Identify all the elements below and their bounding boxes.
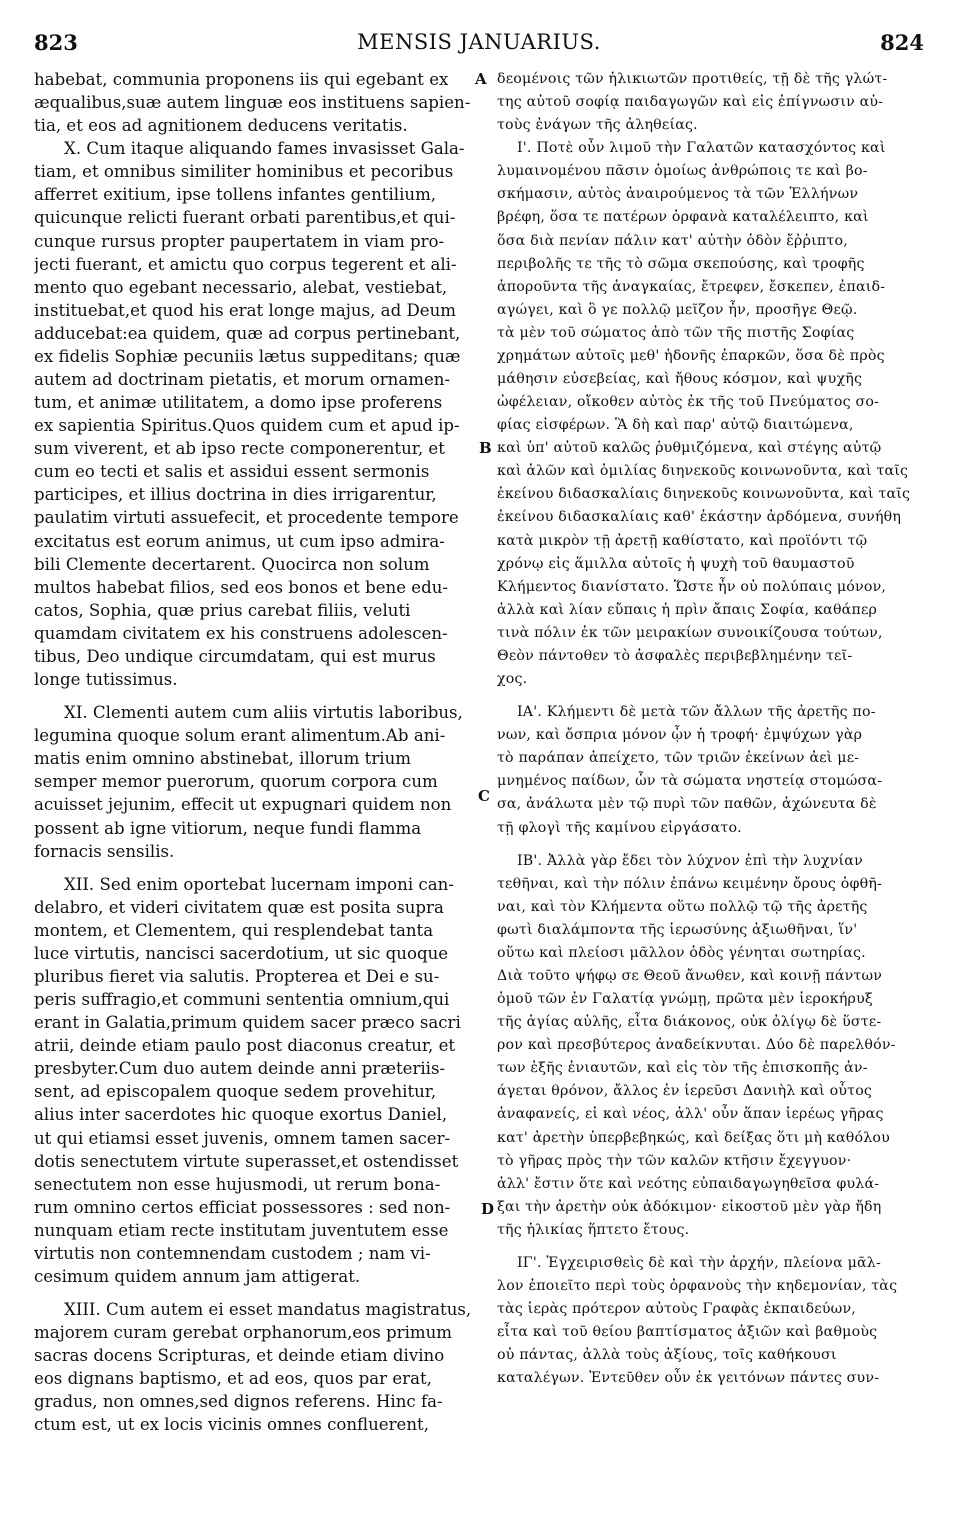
section-gap: [34, 863, 474, 873]
greek-section-sec13: [497, 1252, 925, 1390]
greek-text-line: χρημάτων αὐτοῖς μεθ' ἡδονῆς ἐπαρκῶν, ὅσα δὲ πρὸς: [497, 347, 885, 364]
greek-text-line: τῆς ἡλικίας ἥπτετο ἔτους.: [497, 1221, 690, 1238]
margin-letter-d: D: [481, 1200, 495, 1218]
running-title: MENSIS JANUARIUS.: [357, 30, 601, 54]
greek-text-line: της αὐτοῦ σοφίᾳ παιδαγωγῶν καὶ εἰς ἐπίγνωσιν αὐ-: [497, 94, 884, 111]
greek-text-line: αγώγει, καὶ ὃ γε πολλῷ μεῖζον ἦν, προσῆγε Θεῷ.: [497, 301, 858, 318]
latin-text-line: quicunque relicti fuerant orbati parentibus,et qui-: [34, 208, 456, 228]
greek-text-line: Ι'. Ποτὲ οὖν λιμοῦ τὴν Γαλατῶν κατασχόντος καὶ: [517, 140, 886, 157]
latin-text-line: montem, et Clementem, qui resplendebat tanta: [34, 920, 434, 940]
greek-text-line: ἀποροῦντα τῆς ἀναγκαίας, ἔτρεφεν, ἔσκεπεν, ἐπαιδ-: [497, 278, 886, 295]
latin-text-line: cum eo tecti et salis et assidui essent sermonis: [34, 462, 430, 482]
greek-text-line: τῆς ἁγίας αὐλῆς, εἶτα διάκονος, οὐκ ὀλίγῳ δὲ ὕστε-: [497, 1014, 882, 1031]
latin-text-line: habebat, communia proponens iis qui egebant ex: [34, 70, 449, 89]
running-header: [34, 30, 924, 62]
margin-letter-b: B: [479, 439, 492, 457]
latin-text-line: XII. Sed enim oportebat lucernam imponi can-: [64, 874, 454, 894]
latin-text-line: semper memor puerorum, quorum corpora cum: [34, 772, 438, 792]
left-page-number: 823: [34, 30, 78, 55]
greek-text-line: λον ἐποιεῖτο περὶ τοὺς ὀρφανοὺς τὴν κηδεμονίαν, τὰς: [497, 1277, 898, 1294]
latin-text-line: multos habebat filios, sed eos bonos et bene edu-: [34, 577, 449, 597]
greek-text-line: οὐ πάντας, ἀλλὰ τοὺς ἀξίους, τοῖς καθήκουσι: [497, 1347, 837, 1364]
greek-text-line: φωτὶ διαλάμποντα τῆς ἱερωσύνης ἀξιωθῆναι, ἵν': [497, 921, 858, 938]
greek-text-line: τεθῆναι, καὶ τὴν πόλιν ἐπάνω κειμένην ὄρους ὀφθῆ-: [497, 875, 883, 892]
greek-section-intro: [497, 68, 925, 137]
greek-text-line: μάθησιν εὐσεβείας, καὶ ἤθους κόσμον, καὶ ψυχῆς: [497, 371, 863, 388]
latin-text-line: paulatim virtuti assuefecit, et procedente tempore: [34, 508, 459, 528]
greek-text-line: κατὰ μικρὸν τῇ ἀρετῇ καθίστατο, καὶ προϊόντι τῷ: [497, 532, 868, 549]
margin-letter-a: A: [475, 70, 487, 88]
greek-text-line: φίας εἰσφέρων. Ἃ δὴ καὶ παρ' αὐτῷ διαιτώμενα,: [497, 417, 854, 434]
latin-text-line: pluribus fieret via salutis. Propterea et Dei e su-: [34, 966, 440, 986]
latin-text-line: ut qui etiamsi esset juvenis, omnem tamen sacer-: [34, 1128, 451, 1148]
latin-text-line: fornacis sensilis.: [34, 841, 175, 861]
greek-text-line: περιβολῆς τε τῆς τὸ σῶμα σκεπούσης, καὶ τροφῆς: [497, 255, 865, 272]
latin-section-sec12: [34, 873, 474, 1288]
latin-text-line: XI. Clementi autem cum aliis virtutis laboribus,: [64, 703, 463, 723]
greek-text-line: χρόνῳ εἰς ἅμιλλα αὐτοῖς ἡ ψυχὴ τοῦ θαυμαστοῦ: [497, 555, 855, 572]
latin-text-line: dotis senectutem virtute superasset,et ostendisset: [34, 1151, 459, 1171]
greek-text-line: ὅσα διὰ πενίαν πάλιν κατ' αὐτὴν ὁδὸν ἔῤῥιπτο,: [497, 232, 848, 249]
latin-text-line: mento quo egebant necessario, alebat, vestiebat,: [34, 277, 448, 297]
greek-text-line: ἐκείνου διδασκαλίαις διηνεκοῦς κοινωνοῦντα, καὶ ταῖς: [497, 486, 911, 503]
latin-text-line: ex fidelis Sophiæ pecuniis lætus suppeditans; quæ: [34, 346, 461, 366]
latin-text-line: senectutem non esse hujusmodi, ut rerum bona-: [34, 1174, 441, 1194]
latin-text-line: cunque rursus propter paupertatem in viam pro-: [34, 231, 445, 251]
latin-text-line: longe tutissimus.: [34, 670, 178, 690]
greek-text-line: ἀλλ' ἔστιν ὅτε καὶ νεότης εὐπαιδαγωγηθεῖσα φυλά-: [497, 1175, 880, 1192]
greek-text-line: λυμαινομένου πᾶσιν ὁμοίως ἀνθρώποις τε καὶ βο-: [497, 163, 868, 180]
latin-text-line: acuisset jejunim, effecit ut expugnari quidem non: [34, 795, 452, 815]
latin-text-line: cesimum quidem annum jam attigerat.: [34, 1266, 361, 1286]
greek-text-line: των ἑξῆς ἐνιαυτῶν, καὶ εἰς τὸν τῆς ἐπισκοπῆς ἀν-: [497, 1060, 868, 1077]
greek-text-line: τινὰ πόλιν ἐκ τῶν μειρακίων συνοικίζουσα τούτων,: [497, 624, 883, 641]
latin-text-line: XIII. Cum autem ei esset mandatus magistratus,: [64, 1300, 472, 1320]
latin-text-line: autem ad doctrinam pietatis, et morum ornamen-: [34, 370, 451, 390]
greek-section-sec12: [497, 850, 925, 1242]
latin-text-line: sacras docens Scripturas, et deinde etiam divino: [34, 1346, 445, 1366]
greek-text-line: βρέφη, ὅσα τε πατέρων ὀρφανὰ καταλέλειπτο, καὶ: [497, 209, 869, 226]
latin-text-line: virtutis non contemnendam custodem ; nam vi-: [34, 1243, 431, 1263]
greek-text-line: τὰ μὲν τοῦ σώματος ἀπὸ τῶν τῆς πιστῆς Σοφίας: [497, 324, 855, 341]
latin-text-line: sum viverent, et ab ipso recte componerentur, et: [34, 439, 445, 459]
greek-text-line: τῇ φλογὶ τῆς καμίνου εἰργάσατο.: [497, 819, 742, 836]
greek-text-line: ἀναφανείς, εἰ καὶ νέος, ἀλλ' οὖν ἅπαν ἱερέως γῆρας: [497, 1106, 884, 1123]
greek-text-line: καὶ ἁλῶν καὶ ὁμιλίας διηνεκοῦς κοινωνοῦντα, καὶ ταῖς: [497, 463, 909, 480]
latin-text-line: matis enim omnino abstinebat, illorum trium: [34, 749, 412, 769]
greek-text-line: κατ' ἀρετὴν ὑπερβεβηκώς, καὶ δείξας ὅτι μὴ καθόλου: [497, 1129, 890, 1146]
greek-text-line: ναι, καὶ τὸν Κλήμεντα οὕτω πολλῷ τῷ τῆς ἀρετῆς: [497, 898, 868, 915]
latin-text-line: tum, et animæ utilitatem, a domo ipse proferens: [34, 393, 443, 413]
latin-text-line: gradus, non omnes,sed dignos referens. Hinc fa-: [34, 1392, 443, 1412]
latin-text-line: presbyter.Cum duo autem deinde anni præteriis-: [34, 1059, 446, 1079]
greek-text-line: δεομένοις τῶν ἡλικιωτῶν προτιθείς, τῇ δὲ τῆς γλώτ-: [497, 71, 888, 87]
latin-text-line: tibus, Deo undique circumdatam, qui est murus: [34, 646, 436, 666]
latin-text-line: luce virtutis, nancisci sacerdotium, ut sic quoque: [34, 943, 449, 963]
latin-text-line: participes, et illius doctrina in dies irrigarentur,: [34, 485, 437, 505]
latin-section-sec10: [34, 137, 474, 691]
greek-text-line: ΙΒ'. Ἀλλὰ γὰρ ἔδει τὸν λύχνον ἐπὶ τὴν λυχνίαν: [517, 852, 863, 869]
greek-text-line: εἶτα καὶ τοῦ θείου βαπτίσματος ἀξιῶν καὶ βαθμοὺς: [497, 1324, 878, 1341]
latin-text-line: tia, et eos ad agnitionem deducens veritatis.: [34, 116, 408, 136]
greek-text-line: νων, καὶ ὄσπρια μόνον ᾦν ἡ τροφή· ἐμψύχων γὰρ: [497, 727, 863, 744]
latin-text-line: legumina quoque solum erant alimentum.Ab ani-: [34, 726, 446, 746]
latin-section-sec11: [34, 701, 474, 863]
latin-text-line: jecti fuerant, et amictu quo corpus tegerent et ali-: [34, 254, 457, 274]
greek-text-line: τοὺς ἐνάγων τῆς ἀληθείας.: [497, 117, 698, 134]
section-gap: [497, 840, 925, 850]
latin-column: [34, 68, 474, 1437]
greek-text-line: τὰς ἱερὰς πρότερον αὐτοὺς Γραφὰς ἐκπαιδεύων,: [497, 1301, 856, 1318]
latin-text-line: alius inter sacerdotes hic quoque exortus Daniel,: [34, 1105, 448, 1125]
latin-text-line: instituebat,et quod his erat longe majus, ad Deum: [34, 300, 457, 320]
latin-text-line: peris suffragio,et communi sententia omnium,qui: [34, 990, 450, 1010]
latin-text-line: ex sapientia Spiritus.Quos quidem cum et apud ip-: [34, 416, 460, 436]
latin-text-line: sent, ad episcopalem quoque sedem provehitur,: [34, 1082, 437, 1102]
greek-text-line: χος.: [497, 671, 528, 688]
greek-text-line: σα, ἀνάλωτα μὲν τῷ πυρὶ τῶν παθῶν, ἀχώνευτα δὲ: [497, 796, 877, 813]
greek-text-line: ὁμοῦ τῶν ἐν Γαλατίᾳ γνώμῃ, πρῶτα μὲν ἱεροκήρυξ: [497, 991, 873, 1008]
section-gap: [497, 1242, 925, 1252]
latin-text-line: delabro, et videri civitatem quæ est posita supra: [34, 897, 444, 917]
latin-text-line: eos dignans baptismo, et ad eos, quos par erat,: [34, 1369, 432, 1389]
margin-letter-c: C: [478, 787, 490, 805]
greek-text-line: καταλέγων. Ἐντεῦθεν οὖν ἐκ γειτόνων πάντες συν-: [497, 1370, 880, 1387]
greek-column: [497, 68, 925, 1390]
greek-text-line: οὕτω καὶ πλείοσι μᾶλλον ὁδὸς γένηται σωτηρίας.: [497, 944, 866, 961]
right-page-number: 824: [880, 30, 924, 55]
greek-section-sec10: [497, 137, 925, 691]
greek-text-line: ΙΓ'. Ἐγχειρισθεὶς δὲ καὶ τὴν ἀρχήν, πλείονα μᾶλ-: [517, 1254, 881, 1271]
greek-text-line: Κλήμεντος διανίστατο. Ὥστε ἦν οὐ πολύπαις μόνον,: [497, 578, 887, 595]
greek-text-line: ρον καὶ πρεσβύτερος ἀναδείκνυται. Δύο δὲ παρελθόν-: [497, 1037, 896, 1054]
latin-text-line: erant in Galatia,primum quidem sacer præco sacri: [34, 1013, 461, 1033]
latin-section-sec13: [34, 1298, 474, 1436]
latin-text-line: X. Cum itaque aliquando fames invasisset Gala-: [64, 139, 465, 159]
latin-text-line: catos, Sophia, quæ prius carebat filiis, veluti: [34, 600, 411, 620]
greek-text-line: καὶ ὑπ' αὐτοῦ καλῶς ῥυθμιζόμενα, καὶ στέγης αὐτῷ: [497, 440, 882, 457]
latin-text-line: nunquam etiam recte institutam juventutem esse: [34, 1220, 449, 1240]
latin-text-line: bili Clemente decertarent. Quocirca non solum: [34, 554, 430, 574]
latin-text-line: atrii, deinde etiam paulo post diaconus creatur, et: [34, 1036, 456, 1056]
section-gap: [497, 691, 925, 701]
greek-section-sec11: [497, 701, 925, 839]
greek-text-line: ξαι τὴν ἀρετὴν οὐκ ἀδόκιμον· εἰκοστοῦ μὲν γὰρ ἤδη: [497, 1198, 882, 1215]
greek-text-line: τὸ παράπαν ἀπείχετο, τῶν τριῶν ἐκείνων ἀεὶ με-: [497, 750, 860, 767]
greek-text-line: άγεται θρόνον, ἄλλος ἐν ἱερεῦσι Δανιὴλ καὶ οὗτος: [497, 1083, 873, 1100]
latin-text-line: ctum est, ut ex locis vicinis omnes confluerent,: [34, 1415, 430, 1435]
greek-text-line: ὠφέλειαν, οἴκοθεν αὐτὸς ἐκ τῆς τοῦ Πνεύματος σο-: [497, 394, 880, 411]
greek-text-line: ἀλλὰ καὶ λίαν εὔπαις ἡ πρὶν ἄπαις Σοφία, καθάπερ: [497, 601, 878, 618]
latin-section-intro: [34, 68, 474, 137]
greek-text-line: τὸ γῆρας πρὸς τὴν τῶν καλῶν κτῆσιν ἔχεγγυον·: [497, 1152, 852, 1169]
section-gap: [34, 1288, 474, 1298]
latin-text-line: afferret exitium, ipse tollens infantes gentilium,: [34, 185, 437, 205]
latin-text-line: possent ab igne vitiorum, neque fundi flamma: [34, 818, 422, 838]
section-gap: [34, 691, 474, 701]
latin-text-line: excitatus est eorum animus, ut cum ipso admira-: [34, 531, 445, 551]
greek-text-line: ΙΑ'. Κλήμεντι δὲ μετὰ τῶν ἄλλων τῆς ἀρετῆς πο-: [517, 704, 876, 721]
greek-text-line: μνημένος παίδων, ὧν τὰ σώματα νηστείᾳ στομώσα-: [497, 773, 883, 790]
latin-text-line: majorem curam gerebat orphanorum,eos primum: [34, 1323, 453, 1343]
latin-text-line: quamdam civitatem ex his construens adolescen-: [34, 623, 448, 643]
latin-text-line: adducebat:ea quidem, quæ ad corpus pertinebant,: [34, 323, 461, 343]
latin-text-line: rum omnino certos efficiat possessores : sed non-: [34, 1197, 451, 1217]
latin-text-line: æqualibus,suæ autem linguæ eos instituens sapien-: [34, 93, 471, 113]
latin-text-line: tiam, et omnibus similiter hominibus et pecoribus: [34, 162, 454, 182]
greek-text-line: Θεὸν πάντοθεν τὸ ἀσφαλὲς περιβεβλημένην τεῖ-: [497, 647, 853, 664]
greek-text-line: Διὰ τοῦτο ψήφῳ σε Θεοῦ ἄνωθεν, καὶ κοινῇ πάντων: [497, 967, 883, 984]
greek-text-line: σκήμασιν, αὐτὸς ἀναιρούμενος τὰ τῶν Ἑλλήνων: [497, 186, 859, 203]
greek-text-line: ἐκείνου διδασκαλίαις καθ' ἑκάστην ἀρδόμενα, συνήθη: [497, 509, 902, 526]
